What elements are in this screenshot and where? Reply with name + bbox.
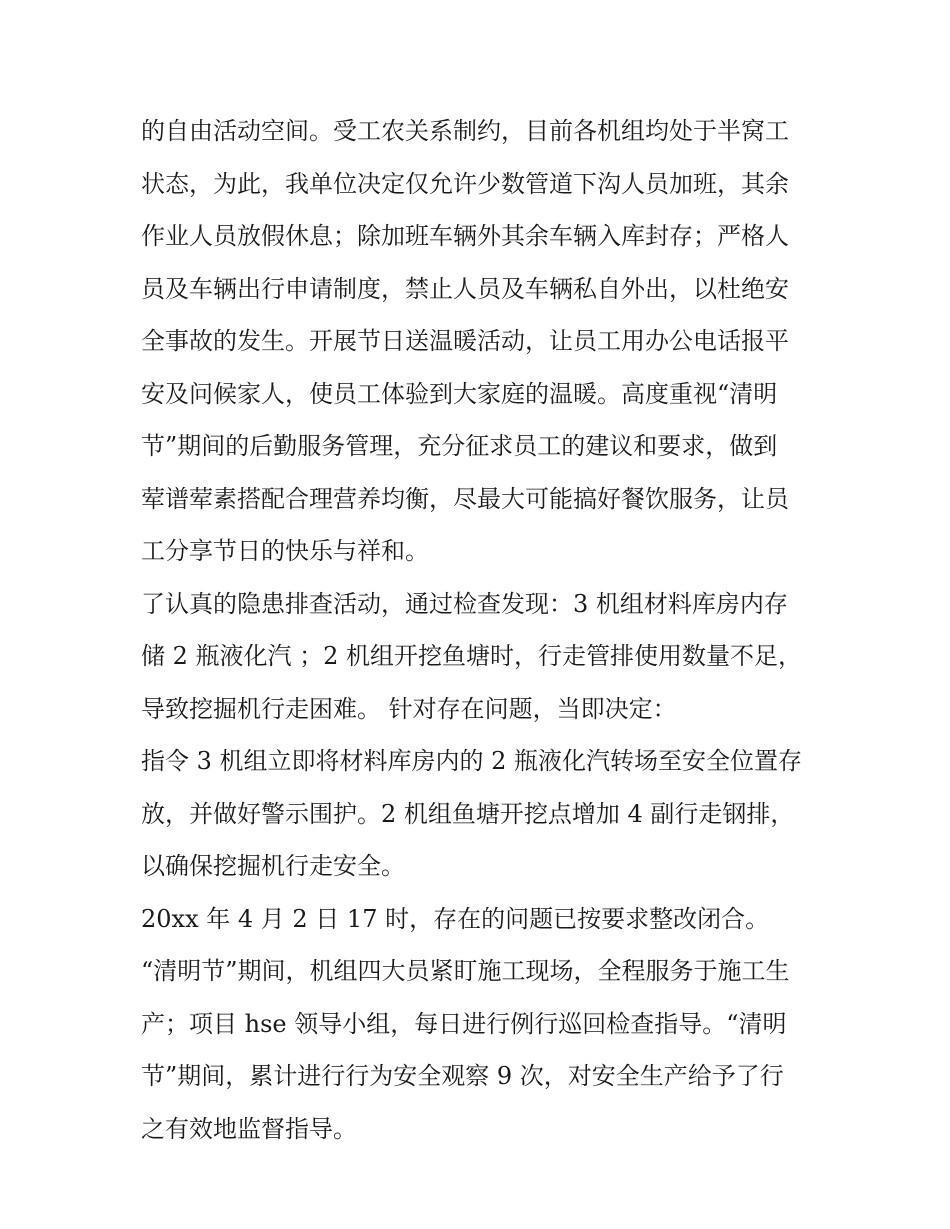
text-line: 了认真的隐患排查活动，通过检查发现：3 机组材料库房内存 [141,589,788,618]
text-line: 节”期间的后勤服务管理，充分征求员工的建议和要求，做到 [141,432,778,460]
text-line: “清明节”期间，机组四大员紧盯施工现场，全程服务于施工生 [141,957,790,985]
text-line: 员及车辆出行申请制度，禁止人员及车辆私自外出，以杜绝安 [141,274,789,303]
text-line: 以确保挖掘机行走安全。 [141,852,405,880]
text-line: 20xx 年 4 月 2 日 17 时，存在的问题已按要求整改闭合。 [141,904,770,933]
text-line: 安及问候家人，使员工体验到大家庭的温暖。高度重视“清明 [141,379,778,408]
text-line: 荤谱荤素搭配合理营养均衡，尽最大可能搞好餐饮服务，让员 [141,484,789,513]
body-text [141,105,821,1155]
text-line: 之有效地监督指导。 [141,1114,357,1143]
text-line: 指令 3 机组立即将材料库房内的 2 瓶液化汽转场至安全位置存 [141,747,803,775]
text-line: 放，并做好警示围护。2 机组鱼塘开挖点增加 4 副行走钢排， [141,799,795,828]
text-line: 状态，为此，我单位决定仅允许少数管道下沟人员加班，其余 [141,169,789,198]
text-line: 全事故的发生。开展节日送温暖活动，让员工用办公电话报平 [141,327,789,355]
text-line: 产；项目 hse 领导小组，每日进行例行巡回检查指导。“清明 [141,1009,787,1038]
text-line: 的自由活动空间。受工农关系制约，目前各机组均处于半窝工 [141,117,789,145]
text-line: 作业人员放假休息；除加班车辆外其余车辆入库封存；严格人 [141,222,789,250]
text-line: 工分享节日的快乐与祥和。 [141,537,429,565]
text-line: 节”期间，累计进行行为安全观察 9 次，对安全生产给予了行 [141,1062,784,1090]
text-line: 储 2 瓶液化汽 ；2 机组开挖鱼塘时，行走管排使用数量不足， [141,642,803,670]
text-line: 导致挖掘机行走困难。 针对存在问题，当即决定： [141,694,677,723]
